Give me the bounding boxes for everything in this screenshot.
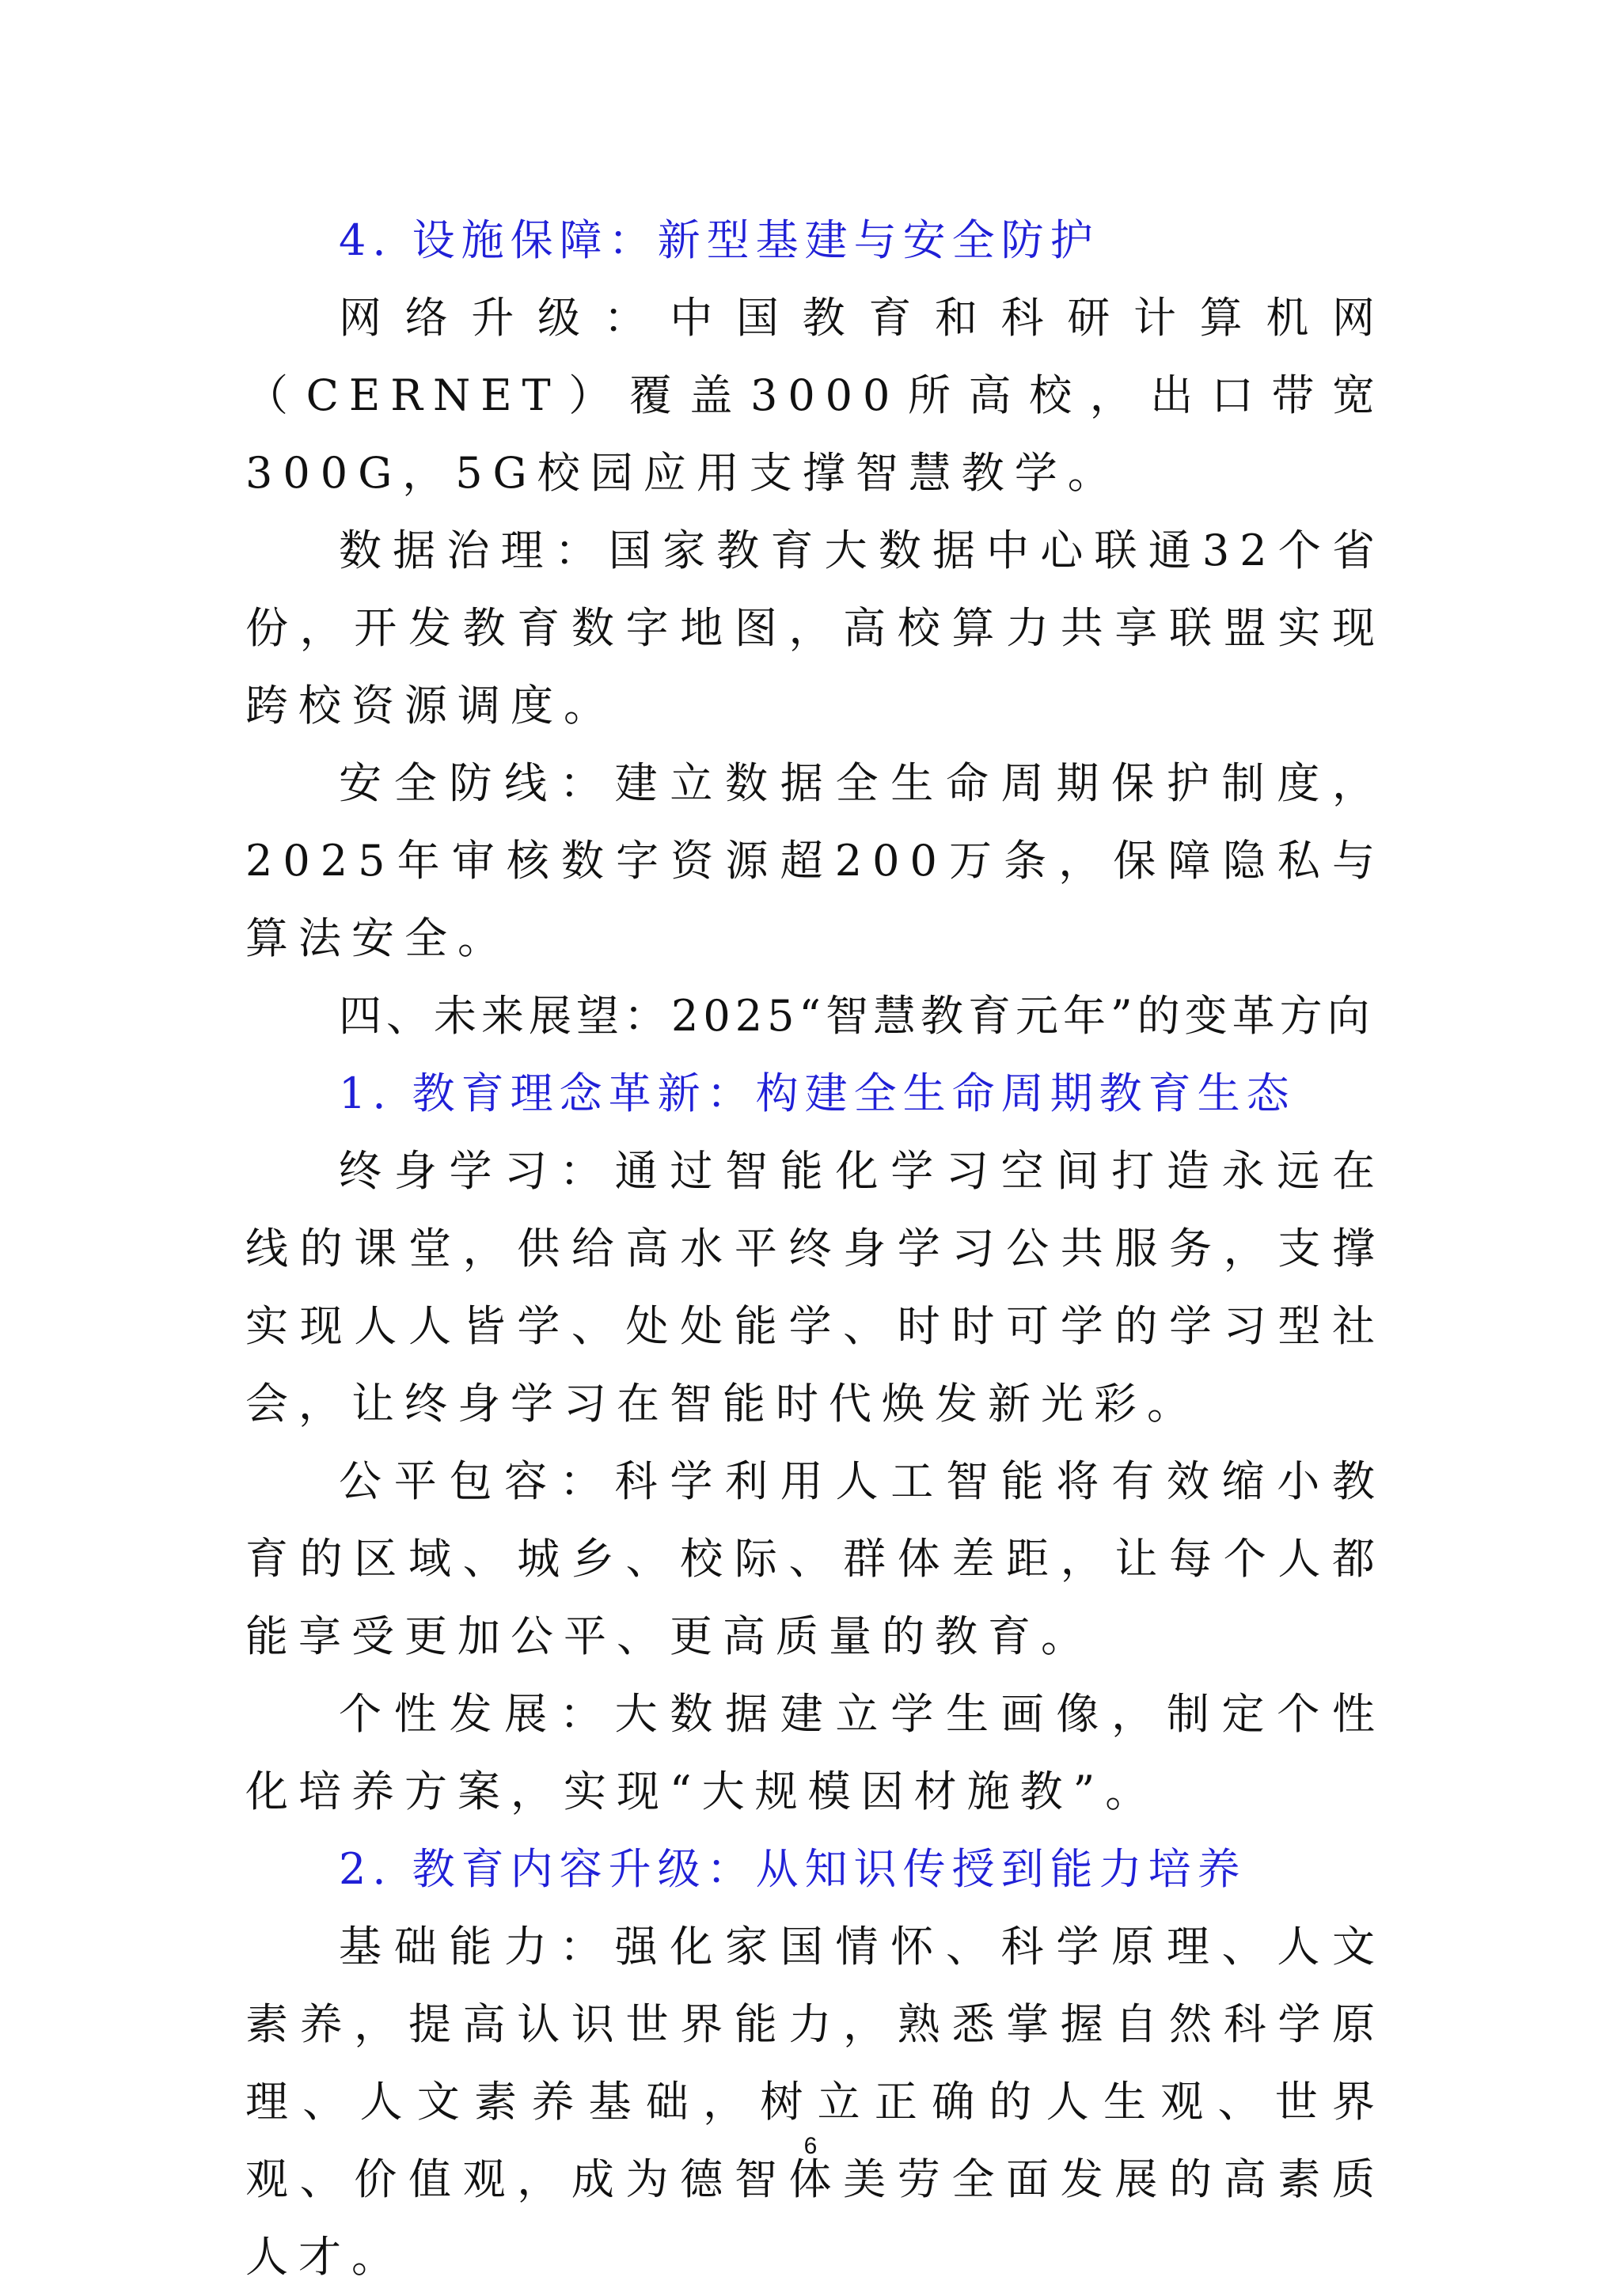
subsection-heading-facilities: 4. 设施保障：新型基建与安全防护 <box>339 215 1099 265</box>
paragraph-lifelong-learning: 终身学习：通过智能化学习空间打造永远在线的课堂，供给高水平终身学习公共服务，支撑实现人人皆学、处处能学、时时可学的学习型社会，让终身学习在智能时代焕发新光彩。 <box>245 1146 1385 1429</box>
paragraph-fairness-inclusion: 公平包容：科学利用人工智能将有效缩小教育的区域、城乡、校际、群体差距，让每个人都能享受更加公平、更高质量的教育。 <box>245 1456 1385 1661</box>
paragraph-basic-abilities: 基础能力：强化家国情怀、科学原理、人文素养，提高认识世界能力，熟悉掌握自然科学原理、人文素养基础，树立正确的人生观、世界观、价值观，成为德智体美劳全面发展的高素质人才。 <box>245 1922 1385 2282</box>
subsection-heading-education-content: 2. 教育内容升级：从知识传授到能力培养 <box>339 1844 1247 1894</box>
subsection-heading-education-concept: 1. 教育理念革新：构建全生命周期教育生态 <box>339 1068 1296 1118</box>
paragraph-data-governance: 数据治理：国家教育大数据中心联通32个省份，开发教育数字地图，高校算力共享联盟实现跨校资源调度。 <box>245 526 1385 731</box>
document-body <box>245 202 1385 2296</box>
paragraph-network-upgrade: 网络升级：中国教育和科研计算机网（CERNET）覆盖3000所高校，出口带宽300G，5G校园应用支撑智慧教学。 <box>245 293 1385 498</box>
section-heading-future-outlook: 四、未来展望：2025“智慧教育元年”的变革方向 <box>339 991 1375 1041</box>
paragraph-personalized-development: 个性发展：大数据建立学生画像，制定个性化培养方案，实现“大规模因材施教”。 <box>245 1689 1385 1816</box>
page-number: 6 <box>803 2133 818 2159</box>
paragraph-security: 安全防线：建立数据全生命周期保护制度，2025年审核数字资源超200万条，保障隐私与算法安全。 <box>245 758 1385 963</box>
